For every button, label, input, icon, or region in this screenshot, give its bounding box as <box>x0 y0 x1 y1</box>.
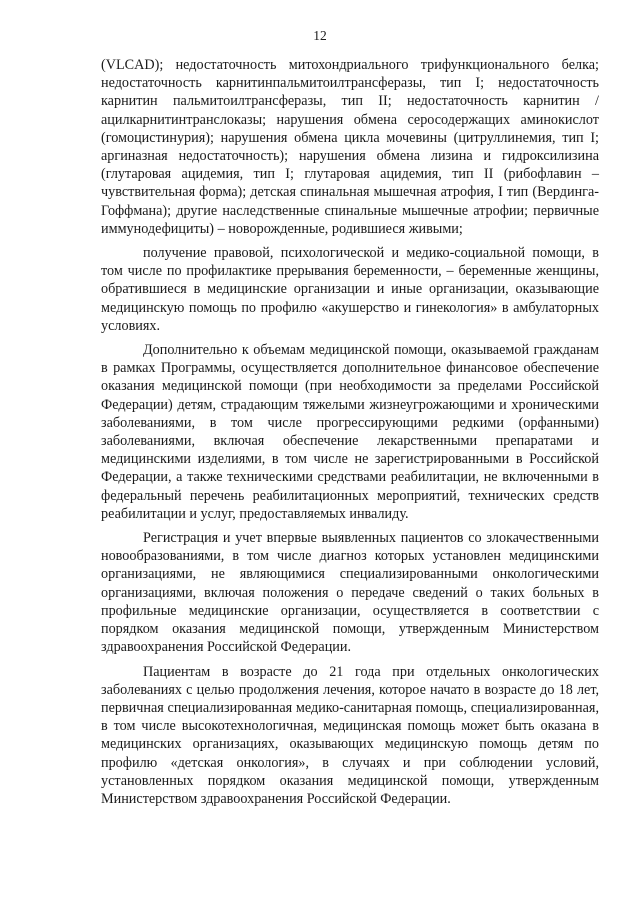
document-body <box>101 56 599 808</box>
paragraph-additional-funding: Дополнительно к объемам медицинской помощи, оказываемой гражданам в рамках Программы, осуществляется дополнительное финансовое обеспечение оказания медицинской помощи (при необходимости за пределами Российской Федерации) детям, страдающим тяжелыми жизнеугрожающими и хроническими заболеваниями, в том числе прогрессирующими редкими (орфанными) заболеваниями, включая обеспечение лекарственными препаратами и медицинскими изделиями, в том числе не зарегистрированными в Российской Федерации, а также техническими средствами реабилитации, не включенными в федеральный перечень реабилитационных мероприятий, технических средств реабилитации и услуг, предоставляемых инвалиду. <box>101 342 599 522</box>
paragraph-pregnancy-help: получение правовой, психологической и медико-социальной помощи, в том числе по профилактике прерывания беременности, – беременные женщины, обратившиеся в медицинские организации и иные организации, оказывающие медицинскую помощь по профилю «акушерство и гинекология» в амбулаторных условиях. <box>101 245 599 334</box>
page-number: 12 <box>313 28 327 43</box>
paragraph-orphan-diseases-list: (VLCAD); недостаточность митохондриального трифункционального белка; недостаточность карнитинпальмитоилтрансферазы, тип I; недостаточность карнитин пальмитоилтрансферазы, тип II; недостаточность карнитин / ацилкарнитинтранслоказы; нарушения обмена серосодержащих аминокислот (гомоцистинурия); нарушения обмена цикла мочевины (цитруллинемия, тип I; аргиназная недостаточность); нарушения обмена лизина и гидроксилизина (глутаровая ацидемия, тип I; глутаровая ацидемия, тип II (рибофлавин – чувствительная форма); детская спинальная мышечная атрофия, I тип (Вердинга-Гоффмана); другие наследственные спинальные мышечные атрофии; первичные иммунодефициты) – новорожденные, родившиеся живыми; <box>101 57 599 237</box>
paragraph-pediatric-oncology: Пациентам в возрасте до 21 года при отдельных онкологических заболеваниях с целью продолжения лечения, которое начато в возрасте до 18 лет, первичная специализированная медико-санитарная помощь, специализированная, в том числе высокотехнологичная, медицинская помощь может быть оказана в медицинских организациях, оказывающих медицинскую помощь детям по профилю «детская онкология», в случаях и при соблюдении условий, установленных порядком оказания медицинской помощи, утвержденным Министерством здравоохранения Российской Федерации. <box>101 663 599 807</box>
paragraph-oncology-registration: Регистрация и учет впервые выявленных пациентов со злокачественными новообразованиями, в том числе диагноз которых установлен медицинскими организациями, не являющимися специализированными онкологическими организациями, включая положения о передаче сведений о таких больных в профильные медицинские организации, осуществляется в соответствии с порядком оказания медицинской помощи, утвержденным Министерством здравоохранения Российской Федерации. <box>101 530 599 656</box>
